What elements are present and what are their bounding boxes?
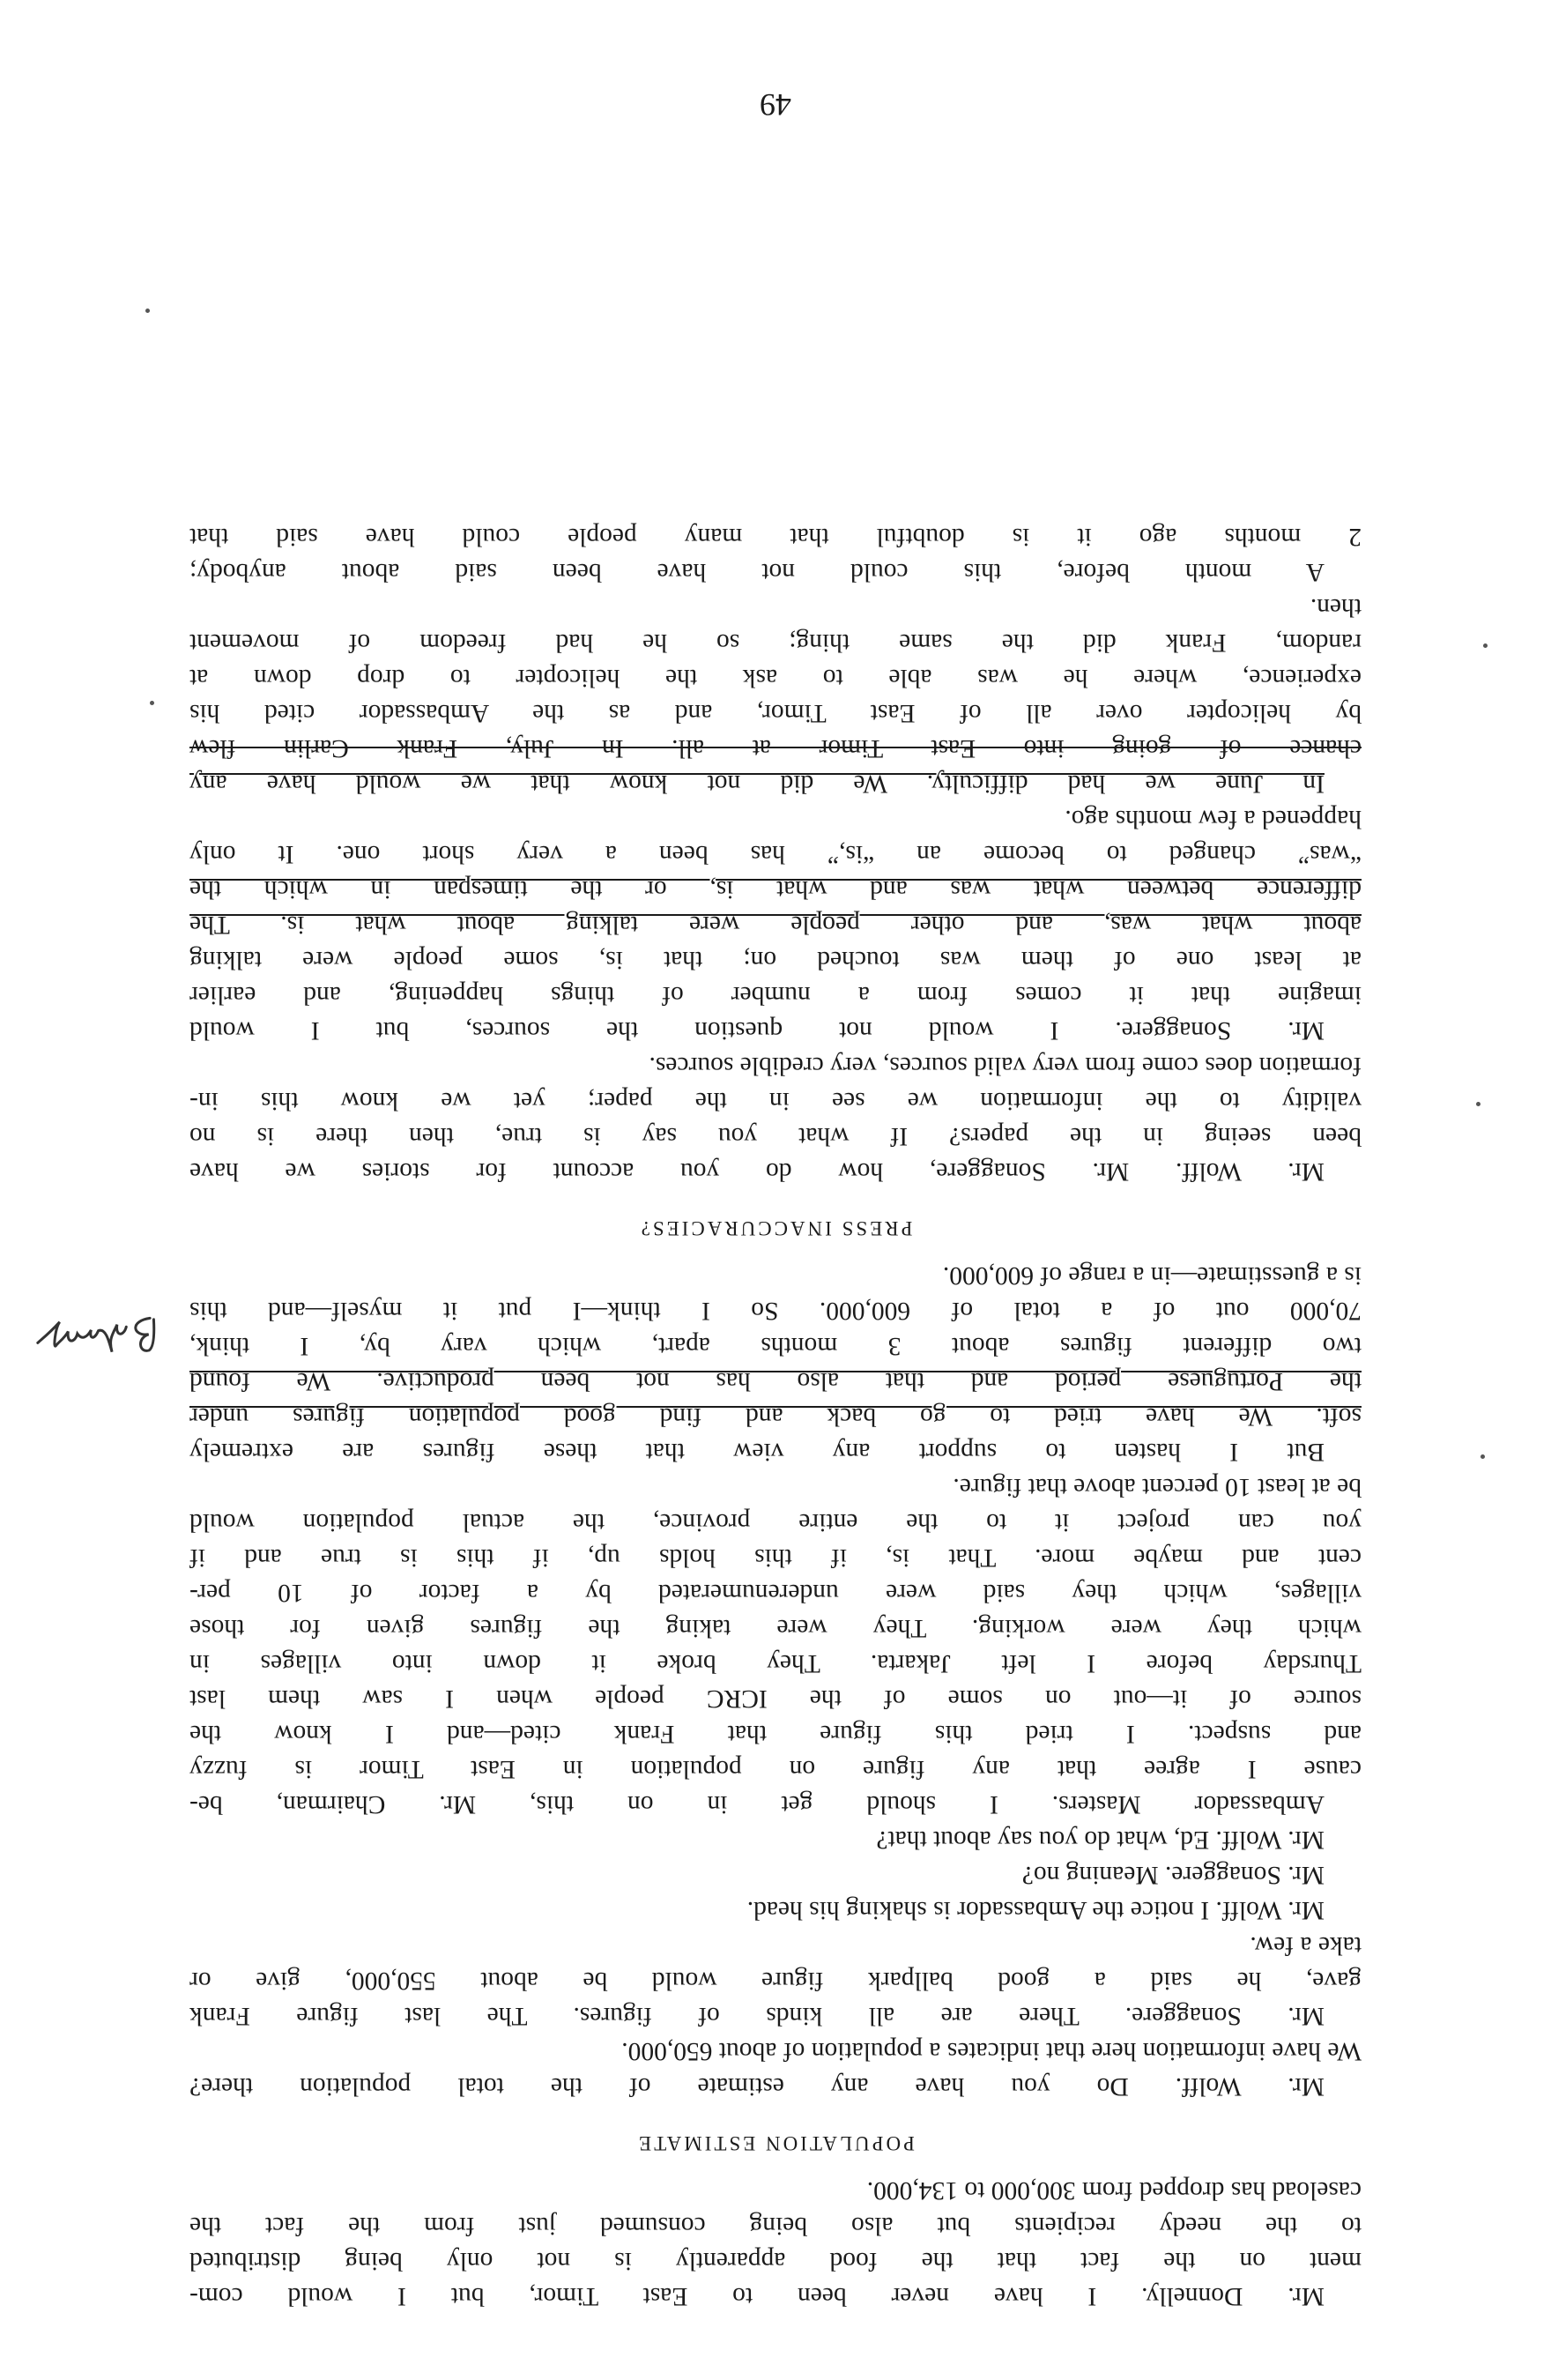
text-line: 2 months ago it is doubtful that many people could have said that: [189, 523, 1362, 551]
text-line: cause I agree that any figure on population in East Timor is fuzzy: [189, 1755, 1362, 1783]
section-heading-press: PRESS INACCURACIES?: [638, 1217, 913, 1239]
text-line: Mr. Sonaggere. I would not question the sources, but I would: [189, 1016, 1325, 1045]
paragraph-masters-soft: [189, 1258, 1362, 1469]
text-line: Mr. Wolff. Mr. Sonaggere, how do you account for stories we have: [189, 1157, 1325, 1186]
struck-line: chance of going into East Timor at all. In July, Frank Carlin flew: [189, 734, 1362, 762]
text-line: random, Frank did the same thing; so he had freedom of movement: [189, 628, 1362, 657]
text-line: Mr. Sonaggere. Meaning no?: [1021, 1861, 1325, 1889]
text-line: imagine that it comes from a number of things happening, and earlier: [189, 981, 1362, 1009]
text-line: two different figures about 3 months apart, which vary by, I think,: [189, 1332, 1362, 1360]
margin-dot: [145, 309, 150, 313]
text-line: to the needy recipients but also being consumed just from the fact the: [189, 2212, 1362, 2240]
underlined-line: the Portuguese period and that also has not been productive. We found: [189, 1367, 1362, 1395]
paragraph-wolff-ed: [189, 1822, 1362, 1857]
text-line: villages, which they said were underenumerated by a factor of 10 per-: [189, 1579, 1362, 1607]
section-heading-population: POPULATION ESTIMATE: [636, 2132, 915, 2154]
text-line: is a guesstimate—in a range of 600,000.: [942, 1261, 1362, 1290]
text-line: been seeing in the papers? If what you say is true, then there is no: [189, 1122, 1362, 1150]
paragraph-sonaggere-sources: [189, 801, 1362, 1048]
text-line: We have information here that indicates a population of about 650,000.: [621, 2037, 1362, 2065]
text-line: caseload has dropped from 300,000 to 134,000.: [866, 2176, 1362, 2205]
text-line: and suspect. I tried this figure that Frank cited—and I know the: [189, 1720, 1362, 1748]
text-line: 70,000 out of a total of 600,000. So I think—I put it myself—and this: [189, 1297, 1362, 1325]
text-line: by helicopter over all of East Timor, and as the Ambassador cited his: [189, 699, 1362, 727]
paragraph-wolff-population: [189, 2034, 1362, 2104]
text-line: then.: [1310, 593, 1362, 621]
paragraph-month-before: [189, 519, 1362, 590]
text-line: formation does come from very valid sources, very credible sources.: [649, 1052, 1362, 1080]
underlined-line: soft. We have tried to go back and find good population figures under: [189, 1402, 1362, 1431]
margin-dot: [1483, 643, 1488, 648]
text-line: ment on the fact that the food apparently is not only being distributed: [189, 2247, 1362, 2275]
margin-dot: [150, 701, 154, 705]
text-line: cent and maybe more. That is, if this holds up, if this is true and if: [189, 1543, 1362, 1572]
handwritten-margin-note: [28, 1305, 167, 1375]
text-line: take a few.: [1250, 1931, 1362, 1960]
text-line: Mr. Wolff. I notice the Ambassador is shaking his head.: [746, 1896, 1325, 1924]
text-line: happened a few months ago.: [1065, 805, 1362, 833]
underlined-line: In June we had difficulty. We did not know that we would have any: [189, 770, 1325, 798]
text-line: be at least 10 percent above that figure.: [953, 1473, 1362, 1501]
text-line: “was” changed to become an “is,” has been a very short one. It only: [189, 840, 1362, 868]
paragraph-masters: [189, 1469, 1362, 1822]
page-number: 49: [760, 87, 791, 123]
text-line: Mr. Wolff. Do you have any estimate of the total population there?: [189, 2072, 1325, 2101]
text-line: experience, where he was able to ask the helicopter to drop down at: [189, 664, 1362, 692]
text-line: you can project it to the entire province, the actual population would: [189, 1508, 1362, 1536]
text-line: Ambassador Masters. I should get in on this, Mr. Chairman, be-: [189, 1790, 1325, 1818]
text-line: validity to the information we see in the paper; yet we know this in-: [189, 1087, 1362, 1115]
text-line: But I hasten to support any view that these figures are extremely: [189, 1438, 1325, 1466]
text-line: source of it—out on some of the ICRC people when I saw them last: [189, 1685, 1362, 1713]
text-line: gave, he said a good ballpark figure would be about 550,000, give or: [189, 1967, 1362, 1995]
paragraph-sonaggere-figures: [189, 1928, 1362, 2034]
paragraph-wolff-press: [189, 1048, 1362, 1189]
text-line: at least one of them was touched on; that is, some people were talking: [189, 946, 1362, 974]
paragraph-june: [189, 590, 1362, 801]
text-line: which they were working. They were taking the figures given for those: [189, 1614, 1362, 1642]
text-line: Thursday before I left Jakarta. They broke it down into villages in: [189, 1649, 1362, 1677]
text-line: Mr. Sonaggere. There are all kinds of figures. The last figure Frank: [189, 2002, 1325, 2030]
underlined-line: difference between what was and what is, or the timespan in which the: [189, 875, 1362, 904]
underlined-line: about what was, and other people were talking about what is. The: [189, 911, 1362, 939]
text-line: Mr. Wolff. Ed, what do you say about that?: [876, 1826, 1325, 1854]
margin-dot: [1476, 1102, 1480, 1106]
margin-dot: [1480, 1454, 1485, 1459]
text-line: Mr. Donnelly. I have never been to East Timor, but I would com-: [189, 2282, 1325, 2310]
text-column: [189, 519, 1362, 2314]
paragraph-donnelly: [189, 2173, 1362, 2314]
text-line: A month before, this could not have been said about anybody;: [189, 558, 1325, 586]
paragraph-sonaggere-meaning: [189, 1857, 1362, 1893]
paragraph-wolff-notice: [189, 1893, 1362, 1928]
